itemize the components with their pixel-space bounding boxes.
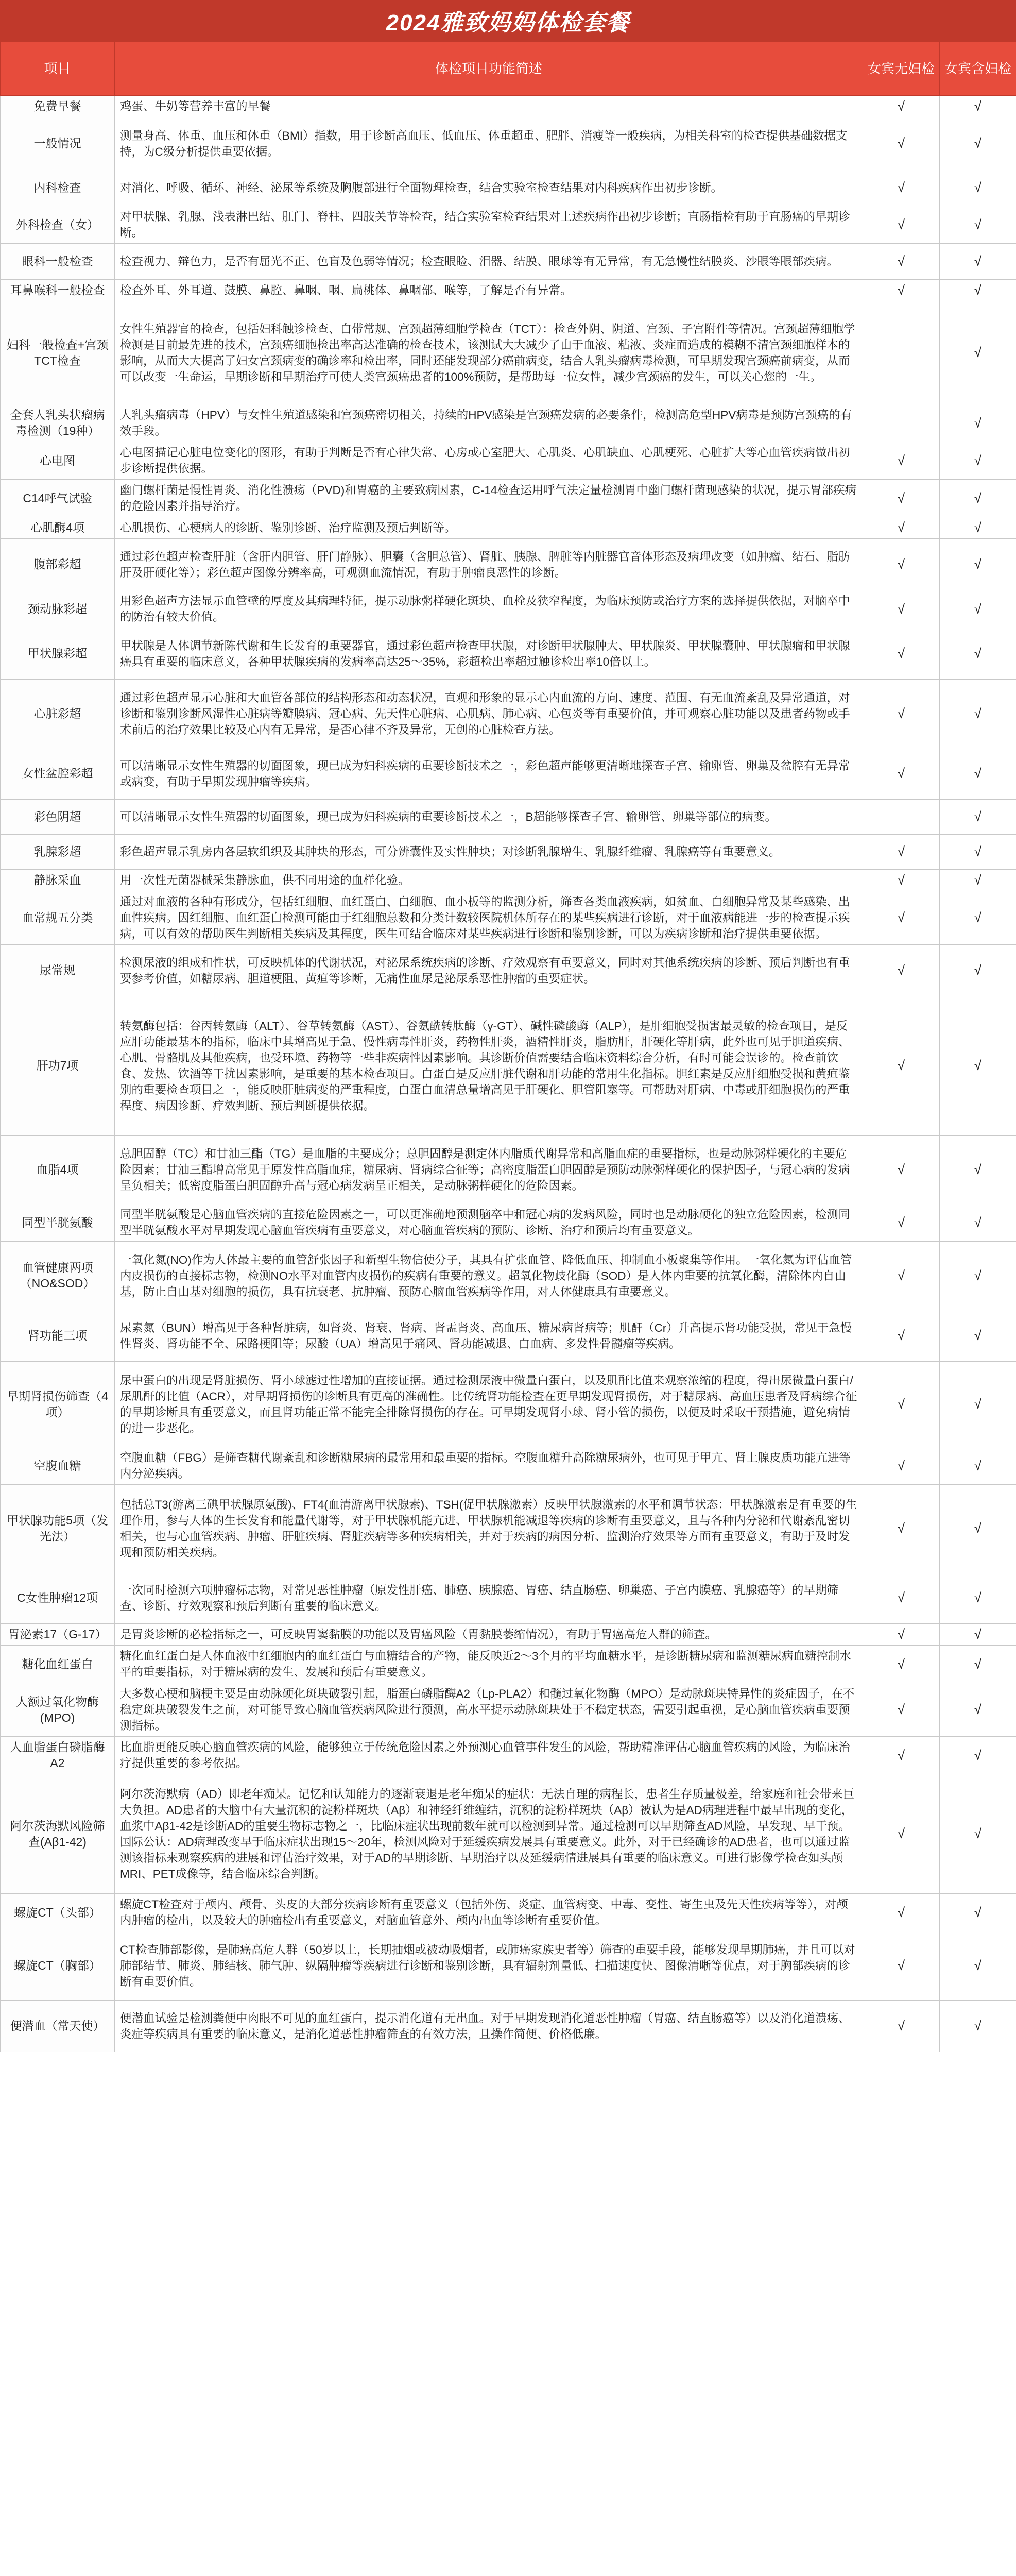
item-name: 心肌酶4项 bbox=[1, 517, 115, 539]
check-no-gyn: √ bbox=[863, 1646, 940, 1683]
header-description: 体检项目功能简述 bbox=[115, 42, 863, 96]
table-body bbox=[1, 96, 1016, 2052]
table-row bbox=[1, 517, 1016, 539]
item-name: 血脂4项 bbox=[1, 1136, 115, 1204]
check-no-gyn: √ bbox=[863, 1683, 940, 1737]
table-row bbox=[1, 117, 1016, 170]
check-no-gyn bbox=[863, 301, 940, 404]
table-row bbox=[1, 539, 1016, 590]
table-row bbox=[1, 1310, 1016, 1362]
table-row bbox=[1, 480, 1016, 517]
item-description: 糖化血红蛋白是人体血液中红细胞内的血红蛋白与血糖结合的产物，能反映近2～3个月的平均血糖水平，是诊断糖尿病和监测糖尿病血糖控制水平的重要指标，对于糖尿病的发生、发展和预后有重要意义。 bbox=[115, 1646, 863, 1683]
table-row bbox=[1, 590, 1016, 628]
table-row bbox=[1, 1624, 1016, 1646]
check-with-gyn: √ bbox=[940, 1624, 1016, 1646]
check-with-gyn: √ bbox=[940, 1894, 1016, 1931]
table-row bbox=[1, 1447, 1016, 1485]
check-with-gyn: √ bbox=[940, 117, 1016, 170]
header-with-gyn: 女宾含妇检 bbox=[940, 42, 1016, 96]
check-with-gyn: √ bbox=[940, 480, 1016, 517]
table-row bbox=[1, 1894, 1016, 1931]
check-no-gyn: √ bbox=[863, 1310, 940, 1362]
item-name: 血常规五分类 bbox=[1, 891, 115, 945]
check-no-gyn: √ bbox=[863, 628, 940, 680]
item-description: 空腹血糖（FBG）是筛查糖代谢紊乱和诊断糖尿病的最常用和最重要的指标。空腹血糖升高除糖尿病外，也可见于甲亢、肾上腺皮质功能亢进等内分泌疾病。 bbox=[115, 1447, 863, 1485]
table-row bbox=[1, 280, 1016, 301]
check-no-gyn: √ bbox=[863, 1774, 940, 1894]
item-name: 阿尔茨海默风险筛查(Aβ1-42) bbox=[1, 1774, 115, 1894]
table-row bbox=[1, 1572, 1016, 1624]
title-banner bbox=[0, 0, 1016, 41]
table-row bbox=[1, 96, 1016, 117]
check-with-gyn: √ bbox=[940, 748, 1016, 800]
check-no-gyn bbox=[863, 404, 940, 442]
check-no-gyn: √ bbox=[863, 1447, 940, 1485]
check-no-gyn: √ bbox=[863, 996, 940, 1136]
check-with-gyn: √ bbox=[940, 1485, 1016, 1572]
check-no-gyn: √ bbox=[863, 1737, 940, 1774]
header-row bbox=[1, 42, 1016, 96]
item-description: 女性生殖器官的检查，包括妇科触诊检查、白带常规、宫颈超薄细胞学检查（TCT）：检查外阴、阴道、宫颈、子宫附件等情况。宫颈超薄细胞学检测是目前最先进的技术，宫颈癌细胞检出率高达准确的检查技术，该测试大大减少了由于血液、粘液、炎症而造成的模糊不清宫颈细胞样本的影响，从而大大提高了妇女宫颈病变的确诊率和检出率，同时还能发现部分癌前病变，结合人乳头瘤病毒检测，可早期发现宫颈癌前病变，从而可以改变一生命运，早期诊断和早期治疗可使人类宫颈癌患者的100%预防，是帮助每一位女性，减少宫颈癌的发生，可以关心您的一生。 bbox=[115, 301, 863, 404]
check-no-gyn: √ bbox=[863, 870, 940, 891]
check-with-gyn: √ bbox=[940, 1646, 1016, 1683]
check-with-gyn: √ bbox=[940, 96, 1016, 117]
item-description: 彩色超声显示乳房内各层软组织及其肿块的形态，可分辨囊性及实性肿块；对诊断乳腺增生、乳腺纤维瘤、乳腺癌等有重要意义。 bbox=[115, 835, 863, 870]
table-row bbox=[1, 2001, 1016, 2052]
table-row bbox=[1, 1774, 1016, 1894]
item-description: 心肌损伤、心梗病人的诊断、鉴别诊断、治疗监测及预后判断等。 bbox=[115, 517, 863, 539]
check-with-gyn: √ bbox=[940, 1204, 1016, 1242]
table-row bbox=[1, 870, 1016, 891]
check-no-gyn: √ bbox=[863, 590, 940, 628]
check-with-gyn: √ bbox=[940, 517, 1016, 539]
item-name: 一般情况 bbox=[1, 117, 115, 170]
item-name: 心脏彩超 bbox=[1, 680, 115, 748]
table-row bbox=[1, 996, 1016, 1136]
check-no-gyn: √ bbox=[863, 206, 940, 244]
item-description: 人乳头瘤病毒（HPV）与女性生殖道感染和宫颈癌密切相关，持续的HPV感染是宫颈癌发病的必要条件，检测高危型HPV病毒是预防宫颈癌的有效手段。 bbox=[115, 404, 863, 442]
item-description: 检查外耳、外耳道、鼓膜、鼻腔、鼻咽、咽、扁桃体、鼻咽部、喉等，了解是否有异常。 bbox=[115, 280, 863, 301]
item-name: 肝功7项 bbox=[1, 996, 115, 1136]
item-name: 人血脂蛋白磷脂酶A2 bbox=[1, 1737, 115, 1774]
item-name: C女性肿瘤12项 bbox=[1, 1572, 115, 1624]
check-no-gyn: √ bbox=[863, 117, 940, 170]
item-description: 对消化、呼吸、循环、神经、泌尿等系统及胸腹部进行全面物理检查，结合实验室检查结果对内科疾病作出初步诊断。 bbox=[115, 170, 863, 206]
check-with-gyn: √ bbox=[940, 1774, 1016, 1894]
check-no-gyn: √ bbox=[863, 170, 940, 206]
table-row bbox=[1, 891, 1016, 945]
item-description: 检查视力、辩色力，是否有屈光不正、色盲及色弱等情况；检查眼睑、泪器、结膜、眼球等有无异常，有无急慢性结膜炎、沙眼等眼部疾病。 bbox=[115, 244, 863, 280]
item-name: 血管健康两项（NO&SOD） bbox=[1, 1242, 115, 1310]
item-name: 全套人乳头状瘤病毒检测（19种） bbox=[1, 404, 115, 442]
item-name: 甲状腺功能5项（发光法） bbox=[1, 1485, 115, 1572]
item-name: 眼科一般检查 bbox=[1, 244, 115, 280]
check-with-gyn: √ bbox=[940, 1242, 1016, 1310]
item-description: 通过彩色超声检查肝脏（含肝内胆管、肝门静脉）、胆囊（含胆总管）、肾脏、胰腺、脾脏等内脏器官音体形态及病理改变（如肿瘤、结石、脂肪肝及肝硬化等）；彩色超声图像分辨率高，可观测血流情况，有助于肿瘤良恶性的诊断。 bbox=[115, 539, 863, 590]
check-with-gyn: √ bbox=[940, 301, 1016, 404]
item-description: 螺旋CT检查对于颅内、颅骨、头皮的大部分疾病诊断有重要意义（包括外伤、炎症、血管病变、中毒、变性、寄生虫及先天性疾病等等），对颅内肿瘤的检出，以及较大的肿瘤检出有重要意义，对脑血管意外、颅内出血等诊断有重要价值。 bbox=[115, 1894, 863, 1931]
item-description: 比血脂更能反映心脑血管疾病的风险，能够独立于传统危险因素之外预测心血管事件发生的风险，帮助精准评估心脑血管疾病的风险，为临床治疗提供重要的参考依据。 bbox=[115, 1737, 863, 1774]
check-with-gyn: √ bbox=[940, 628, 1016, 680]
check-no-gyn: √ bbox=[863, 539, 940, 590]
item-description: 一次同时检测六项肿瘤标志物，对常见恶性肿瘤（原发性肝癌、肺癌、胰腺癌、胃癌、结直肠癌、卵巢癌、子宫内膜癌、乳腺癌等）的早期筛查、诊断、疗效观察和预后判断有重要的临床意义。 bbox=[115, 1572, 863, 1624]
item-name: 腹部彩超 bbox=[1, 539, 115, 590]
item-description: 鸡蛋、牛奶等营养丰富的早餐 bbox=[115, 96, 863, 117]
item-name: 外科检查（女） bbox=[1, 206, 115, 244]
item-description: 通过对血液的各种有形成分，包括红细胞、血红蛋白、白细胞、血小板等的监测分析，筛查各类血液疾病，如贫血、白细胞异常及某些感染、出血性疾病。因红细胞、血红蛋白检测可能由于红细胞总数和分类计数较医院机体所存在的某些疾病进行诊断，对于血液病能进一步的检查提示疾病，可以有效的帮助医生判断相关疾病及其程度，医生可结合临床对某些疾病进行诊断和鉴别诊断，可以为疾病诊断和治疗提供重要依据。 bbox=[115, 891, 863, 945]
item-name: 彩色阴超 bbox=[1, 800, 115, 835]
item-description: CT检查肺部影像，是肺癌高危人群（50岁以上，长期抽烟或被动吸烟者，或肺癌家族史者等）筛查的重要手段，能够发现早期肺癌，并且可以对肺部结节、肺炎、肺结核、肺气肿、纵隔肿瘤等疾病进行诊断和鉴别诊断，具有辐射剂量低、扫描速度快、图像清晰等优点，对于胸部疾病的诊断有重要价值。 bbox=[115, 1931, 863, 2001]
item-description: 是胃炎诊断的必检指标之一，可反映胃窦黏膜的功能以及胃癌风险（胃黏膜萎缩情况），有助于胃癌高危人群的筛查。 bbox=[115, 1624, 863, 1646]
check-with-gyn: √ bbox=[940, 2001, 1016, 2052]
check-with-gyn: √ bbox=[940, 244, 1016, 280]
check-with-gyn: √ bbox=[940, 1362, 1016, 1447]
item-description: 阿尔茨海默病（AD）即老年痴呆。记忆和认知能力的逐渐衰退是老年痴呆的症状：无法自理的病程长，患者生存质量极差，给家庭和社会带来巨大负担。AD患者的大脑中有大量沉积的淀粉样斑块（Aβ）和神经纤维缠结，沉积的淀粉样斑块（Aβ）被认为是AD病理进程中最早出现的变化，血浆中Aβ1-42是诊断AD的重要生物标志物之一，比临床症状出现前数年就可以检测到异常。通过检测可以早期筛查AD风险，早发现、早干预。国际公认：AD病理改变早于临床症状出现15～20年，检测风险对于延缓疾病发展具有重要意义。此外，对于已经确诊的AD患者，也可以通过监测该指标来观察疾病的进展和评估治疗效果，对于AD的早期诊断、早期治疗以及延缓病情进展具有重要的临床意义。可进行影像学检查如头颅MRI、PET成像等，结合临床综合判断。 bbox=[115, 1774, 863, 1894]
check-no-gyn: √ bbox=[863, 1894, 940, 1931]
item-description: 尿中蛋白的出现是肾脏损伤、肾小球滤过性增加的直接证据。通过检测尿液中微量白蛋白，以及肌酐比值来观察浓缩的程度，得出尿微量白蛋白/尿肌酐的比值（ACR），对早期肾损伤的诊断具有更高的准确性。比传统肾功能检查在更早期发现肾损伤，对于糖尿病、高血压患者及肾病综合征的早期诊断具有重要意义，而且肾功能正常不能完全排除肾损伤的存在。可早期发现肾小球、肾小管的损伤，以便及时采取干预措施，避免病情的进一步恶化。 bbox=[115, 1362, 863, 1447]
item-description: 对甲状腺、乳腺、浅表淋巴结、肛门、脊柱、四肢关节等检查，结合实验室检查结果对上述疾病作出初步诊断；直肠指检有助于直肠癌的早期诊断。 bbox=[115, 206, 863, 244]
check-no-gyn: √ bbox=[863, 280, 940, 301]
table-row bbox=[1, 800, 1016, 835]
item-description: 甲状腺是人体调节新陈代谢和生长发育的重要器官，通过彩色超声检查甲状腺，对诊断甲状腺肿大、甲状腺炎、甲状腺囊肿、甲状腺瘤和甲状腺癌具有重要的临床意义，各种甲状腺疾病的发病率高达25～35%，彩超检出率超过触诊检出率10倍以上。 bbox=[115, 628, 863, 680]
item-name: 人额过氧化物酶(MPO) bbox=[1, 1683, 115, 1737]
item-name: 糖化血红蛋白 bbox=[1, 1646, 115, 1683]
check-with-gyn: √ bbox=[940, 590, 1016, 628]
item-description: 一氧化氮(NO)作为人体最主要的血管舒张因子和新型生物信使分子，其具有扩张血管、降低血压、抑制血小板聚集等作用。一氧化氮为评估血管内皮损伤的直接标志物，检测NO水平对血管内皮损伤的疾病有重要的意义。超氧化物歧化酶（SOD）是人体内重要的抗氧化酶，清除体内自由基，防止自由基对细胞的损伤，具有抗衰老、抗肿瘤、预防心脑血管疾病等作用，对人体健康具有重要意义。 bbox=[115, 1242, 863, 1310]
check-with-gyn: √ bbox=[940, 206, 1016, 244]
check-with-gyn: √ bbox=[940, 1136, 1016, 1204]
table-row bbox=[1, 206, 1016, 244]
check-with-gyn: √ bbox=[940, 1931, 1016, 2001]
item-name: 便潜血（常天使） bbox=[1, 2001, 115, 2052]
page-title: 2024雅致妈妈体检套餐 bbox=[386, 10, 630, 36]
item-name: 螺旋CT（胸部） bbox=[1, 1931, 115, 2001]
check-with-gyn: √ bbox=[940, 170, 1016, 206]
item-description: 包括总T3(游离三碘甲状腺原氨酸)、FT4(血清游离甲状腺素)、TSH(促甲状腺激素）反映甲状腺激素的水平和调节状态：甲状腺激素是有重要的生理作用，参与人体的生长发育和能量代谢等，对于甲状腺机能亢进、甲状腺机能减退等疾病的诊断有重要意义，且与各种内分泌和代谢紊乱密切相关，也与心血管疾病、肿瘤、肝脏疾病、肾脏疾病等多种疾病相关，并对于疾病的病因分析、监测治疗效果等方面有重要意义，有助于及时发现和预防相关疾病。 bbox=[115, 1485, 863, 1572]
table-row bbox=[1, 1931, 1016, 2001]
table-row bbox=[1, 1485, 1016, 1572]
table-row bbox=[1, 442, 1016, 480]
check-with-gyn: √ bbox=[940, 945, 1016, 996]
check-no-gyn: √ bbox=[863, 945, 940, 996]
item-name: 女性盆腔彩超 bbox=[1, 748, 115, 800]
check-with-gyn: √ bbox=[940, 1310, 1016, 1362]
check-no-gyn: √ bbox=[863, 1572, 940, 1624]
check-no-gyn: √ bbox=[863, 442, 940, 480]
checkup-table bbox=[0, 41, 1016, 2052]
check-no-gyn: √ bbox=[863, 1242, 940, 1310]
check-no-gyn: √ bbox=[863, 835, 940, 870]
table-row bbox=[1, 1683, 1016, 1737]
check-no-gyn: √ bbox=[863, 244, 940, 280]
item-description: 可以清晰显示女性生殖器的切面图象，现已成为妇科疾病的重要诊断技术之一，彩色超声能够更清晰地探查子宫、输卵管、卵巢及盆腔有无异常或病变，有助于早期发现肿瘤等疾病。 bbox=[115, 748, 863, 800]
item-name: 空腹血糖 bbox=[1, 1447, 115, 1485]
check-no-gyn: √ bbox=[863, 748, 940, 800]
check-no-gyn: √ bbox=[863, 680, 940, 748]
check-with-gyn: √ bbox=[940, 442, 1016, 480]
header-no-gyn: 女宾无妇检 bbox=[863, 42, 940, 96]
check-no-gyn: √ bbox=[863, 1931, 940, 2001]
check-no-gyn: √ bbox=[863, 480, 940, 517]
check-no-gyn: √ bbox=[863, 1204, 940, 1242]
check-no-gyn: √ bbox=[863, 1362, 940, 1447]
item-name: 尿常规 bbox=[1, 945, 115, 996]
item-description: 转氨酶包括：谷丙转氨酶（ALT）、谷草转氨酶（AST）、谷氨酰转肽酶（γ-GT）、碱性磷酸酶（ALP），是肝细胞受损害最灵敏的检查项目，是反应肝功能最基本的指标，临床中其增高见于急、慢性病毒性肝炎，药物性肝炎，酒精性肝炎，脂肪肝，肝硬化等肝病，此外也可见于胆道疾病、心肌、骨骼肌及其他疾病，也受环境、药物等一些非疾病性因素影响。其诊断价值需要结合临床资料综合分析，有时可能会误诊的。检查前饮食、发热、饮酒等干扰因素影响，是重要的基本检查项目。白蛋白是反应肝脏代谢和肝功能的常用生化指标。胆红素是反应肝细胞受损和黄疸鉴别的重要检查项目之一，能反映肝脏病变的严重程度，白蛋白血清总量增高见于肝硬化、胆管阻塞等。可帮助对肝病、中毒或肝细胞损伤的严重程度、病因诊断、疗效判断、预后判断提供依据。 bbox=[115, 996, 863, 1136]
table-row bbox=[1, 628, 1016, 680]
table-row bbox=[1, 170, 1016, 206]
item-description: 检测尿液的组成和性状，可反映机体的代谢状况，对泌尿系统疾病的诊断、疗效观察有重要意义，同时对其他系统疾病的诊断、预后判断也有重要参考价值，如糖尿病、胆道梗阻、黄疸等诊断，无痛性血尿是泌尿系恶性肿瘤的重要症状。 bbox=[115, 945, 863, 996]
check-no-gyn: √ bbox=[863, 1624, 940, 1646]
check-no-gyn: √ bbox=[863, 1485, 940, 1572]
item-name: 同型半胱氨酸 bbox=[1, 1204, 115, 1242]
table-row bbox=[1, 748, 1016, 800]
item-description: 心电图描记心脏电位变化的图形，有助于判断是否有心律失常、心房或心室肥大、心肌炎、心肌缺血、心肌梗死、心脏扩大等心血管疾病做出初步诊断提供依据。 bbox=[115, 442, 863, 480]
check-with-gyn: √ bbox=[940, 870, 1016, 891]
check-with-gyn: √ bbox=[940, 1683, 1016, 1737]
table-row bbox=[1, 835, 1016, 870]
item-description: 尿素氮（BUN）增高见于各种肾脏病，如肾炎、肾衰、肾病、肾盂肾炎、高血压、糖尿病肾病等；肌酐（Cr）升高提示肾功能受损，常见于急慢性肾炎、肾功能不全、尿路梗阻等；尿酸（UA）增高见于痛风、肾功能减退、白血病、多发性骨髓瘤等疾病。 bbox=[115, 1310, 863, 1362]
item-description: 用彩色超声方法显示血管壁的厚度及其病理特征，提示动脉粥样硬化斑块、血栓及狭窄程度，为临床预防或治疗方案的选择提供依据，对脑卒中的防治有较大价值。 bbox=[115, 590, 863, 628]
check-with-gyn: √ bbox=[940, 891, 1016, 945]
item-name: 耳鼻喉科一般检查 bbox=[1, 280, 115, 301]
table-row bbox=[1, 680, 1016, 748]
check-no-gyn bbox=[863, 800, 940, 835]
item-name: 免费早餐 bbox=[1, 96, 115, 117]
check-no-gyn: √ bbox=[863, 96, 940, 117]
table-row bbox=[1, 1646, 1016, 1683]
item-description: 同型半胱氨酸是心脑血管疾病的直接危险因素之一，可以更准确地预测脑卒中和冠心病的发病风险，同时也是动脉硬化的独立危险因素，检测同型半胱氨酸水平对早期发现心脑血管疾病有重要意义，对心脑血管疾病的预防、诊断、治疗和预后均有重要意义。 bbox=[115, 1204, 863, 1242]
item-name: 静脉采血 bbox=[1, 870, 115, 891]
check-no-gyn: √ bbox=[863, 891, 940, 945]
item-description: 可以清晰显示女性生殖器的切面图象，现已成为妇科疾病的重要诊断技术之一，B超能够探查子宫、输卵管、卵巢等部位的病变。 bbox=[115, 800, 863, 835]
item-name: 肾功能三项 bbox=[1, 1310, 115, 1362]
item-name: 早期肾损伤筛查（4项） bbox=[1, 1362, 115, 1447]
table-row bbox=[1, 1242, 1016, 1310]
table-row bbox=[1, 945, 1016, 996]
item-description: 通过彩色超声显示心脏和大血管各部位的结构形态和动态状况，直观和形象的显示心内血流的方向、速度、范围、有无血流紊乱及异常通道，对诊断和鉴别诊断风湿性心脏病等瓣膜病、冠心病、先天性心脏病、心肌病、肺心病、心包炎等有重要价值，并可观察心脏功能以及患者药物或手术前后的治疗效果比较及心内有无异常，是否心律不齐及异常，无创的心脏检查方法。 bbox=[115, 680, 863, 748]
check-with-gyn: √ bbox=[940, 1447, 1016, 1485]
check-with-gyn: √ bbox=[940, 280, 1016, 301]
table-row bbox=[1, 301, 1016, 404]
item-description: 幽门螺杆菌是慢性胃炎、消化性溃疡（PVD)和胃癌的主要致病因素，C-14检查运用呼气法定量检测胃中幽门螺杆菌现感染的状况，提示胃部疾病的危险因素并指导治疗。 bbox=[115, 480, 863, 517]
table-row bbox=[1, 1136, 1016, 1204]
table-row bbox=[1, 1204, 1016, 1242]
item-description: 大多数心梗和脑梗主要是由动脉硬化斑块破裂引起，脂蛋白磷脂酶A2（Lp-PLA2）和髓过氧化物酶（MPO）是动脉斑块特异性的炎症因子，在不稳定斑块破裂发生之前，对可能导致心脑血管疾病风险进行预测，高水平提示动脉斑块处于不稳定状态，需要引起重视，是心脑血管疾病重要预测指标。 bbox=[115, 1683, 863, 1737]
check-with-gyn: √ bbox=[940, 404, 1016, 442]
item-name: 乳腺彩超 bbox=[1, 835, 115, 870]
check-with-gyn: √ bbox=[940, 835, 1016, 870]
check-with-gyn: √ bbox=[940, 800, 1016, 835]
item-name: 螺旋CT（头部） bbox=[1, 1894, 115, 1931]
item-description: 用一次性无菌器械采集静脉血，供不同用途的血样化验。 bbox=[115, 870, 863, 891]
item-name: 内科检查 bbox=[1, 170, 115, 206]
check-no-gyn: √ bbox=[863, 517, 940, 539]
header-item: 项目 bbox=[1, 42, 115, 96]
item-description: 测量身高、体重、血压和体重（BMI）指数，用于诊断高血压、低血压、体重超重、肥胖、消瘦等一般疾病，为相关科室的检查提供基础数据支持，为C级分析提供重要依据。 bbox=[115, 117, 863, 170]
item-name: 胃泌素17（G-17） bbox=[1, 1624, 115, 1646]
check-no-gyn: √ bbox=[863, 2001, 940, 2052]
check-with-gyn: √ bbox=[940, 680, 1016, 748]
check-with-gyn: √ bbox=[940, 1572, 1016, 1624]
table-row bbox=[1, 1737, 1016, 1774]
item-name: C14呼气试验 bbox=[1, 480, 115, 517]
check-with-gyn: √ bbox=[940, 539, 1016, 590]
item-description: 便潜血试验是检测粪便中肉眼不可见的血红蛋白，提示消化道有无出血。对于早期发现消化道恶性肿瘤（胃癌、结直肠癌等）以及消化道溃疡、炎症等疾病具有重要的临床意义，是消化道恶性肿瘤筛查的有效方法，且操作简便、价格低廉。 bbox=[115, 2001, 863, 2052]
item-description: 总胆固醇（TC）和甘油三酯（TG）是血脂的主要成分；总胆固醇是测定体内脂质代谢异常和高脂血症的重要指标，也是动脉粥样硬化的主要危险因素；甘油三酯增高常见于原发性高脂血症，糖尿病、肾病综合征等；高密度脂蛋白胆固醇是预防动脉粥样硬化的保护因子，与冠心病的发病呈负相关；低密度脂蛋白胆固醇升高与冠心病发病呈正相关，是动脉粥样硬化的危险因素。 bbox=[115, 1136, 863, 1204]
item-name: 颈动脉彩超 bbox=[1, 590, 115, 628]
table-row bbox=[1, 1362, 1016, 1447]
table-row bbox=[1, 404, 1016, 442]
check-with-gyn: √ bbox=[940, 996, 1016, 1136]
check-no-gyn: √ bbox=[863, 1136, 940, 1204]
item-name: 甲状腺彩超 bbox=[1, 628, 115, 680]
item-name: 妇科一般检查+宫颈TCT检查 bbox=[1, 301, 115, 404]
check-with-gyn: √ bbox=[940, 1737, 1016, 1774]
table-row bbox=[1, 244, 1016, 280]
item-name: 心电图 bbox=[1, 442, 115, 480]
